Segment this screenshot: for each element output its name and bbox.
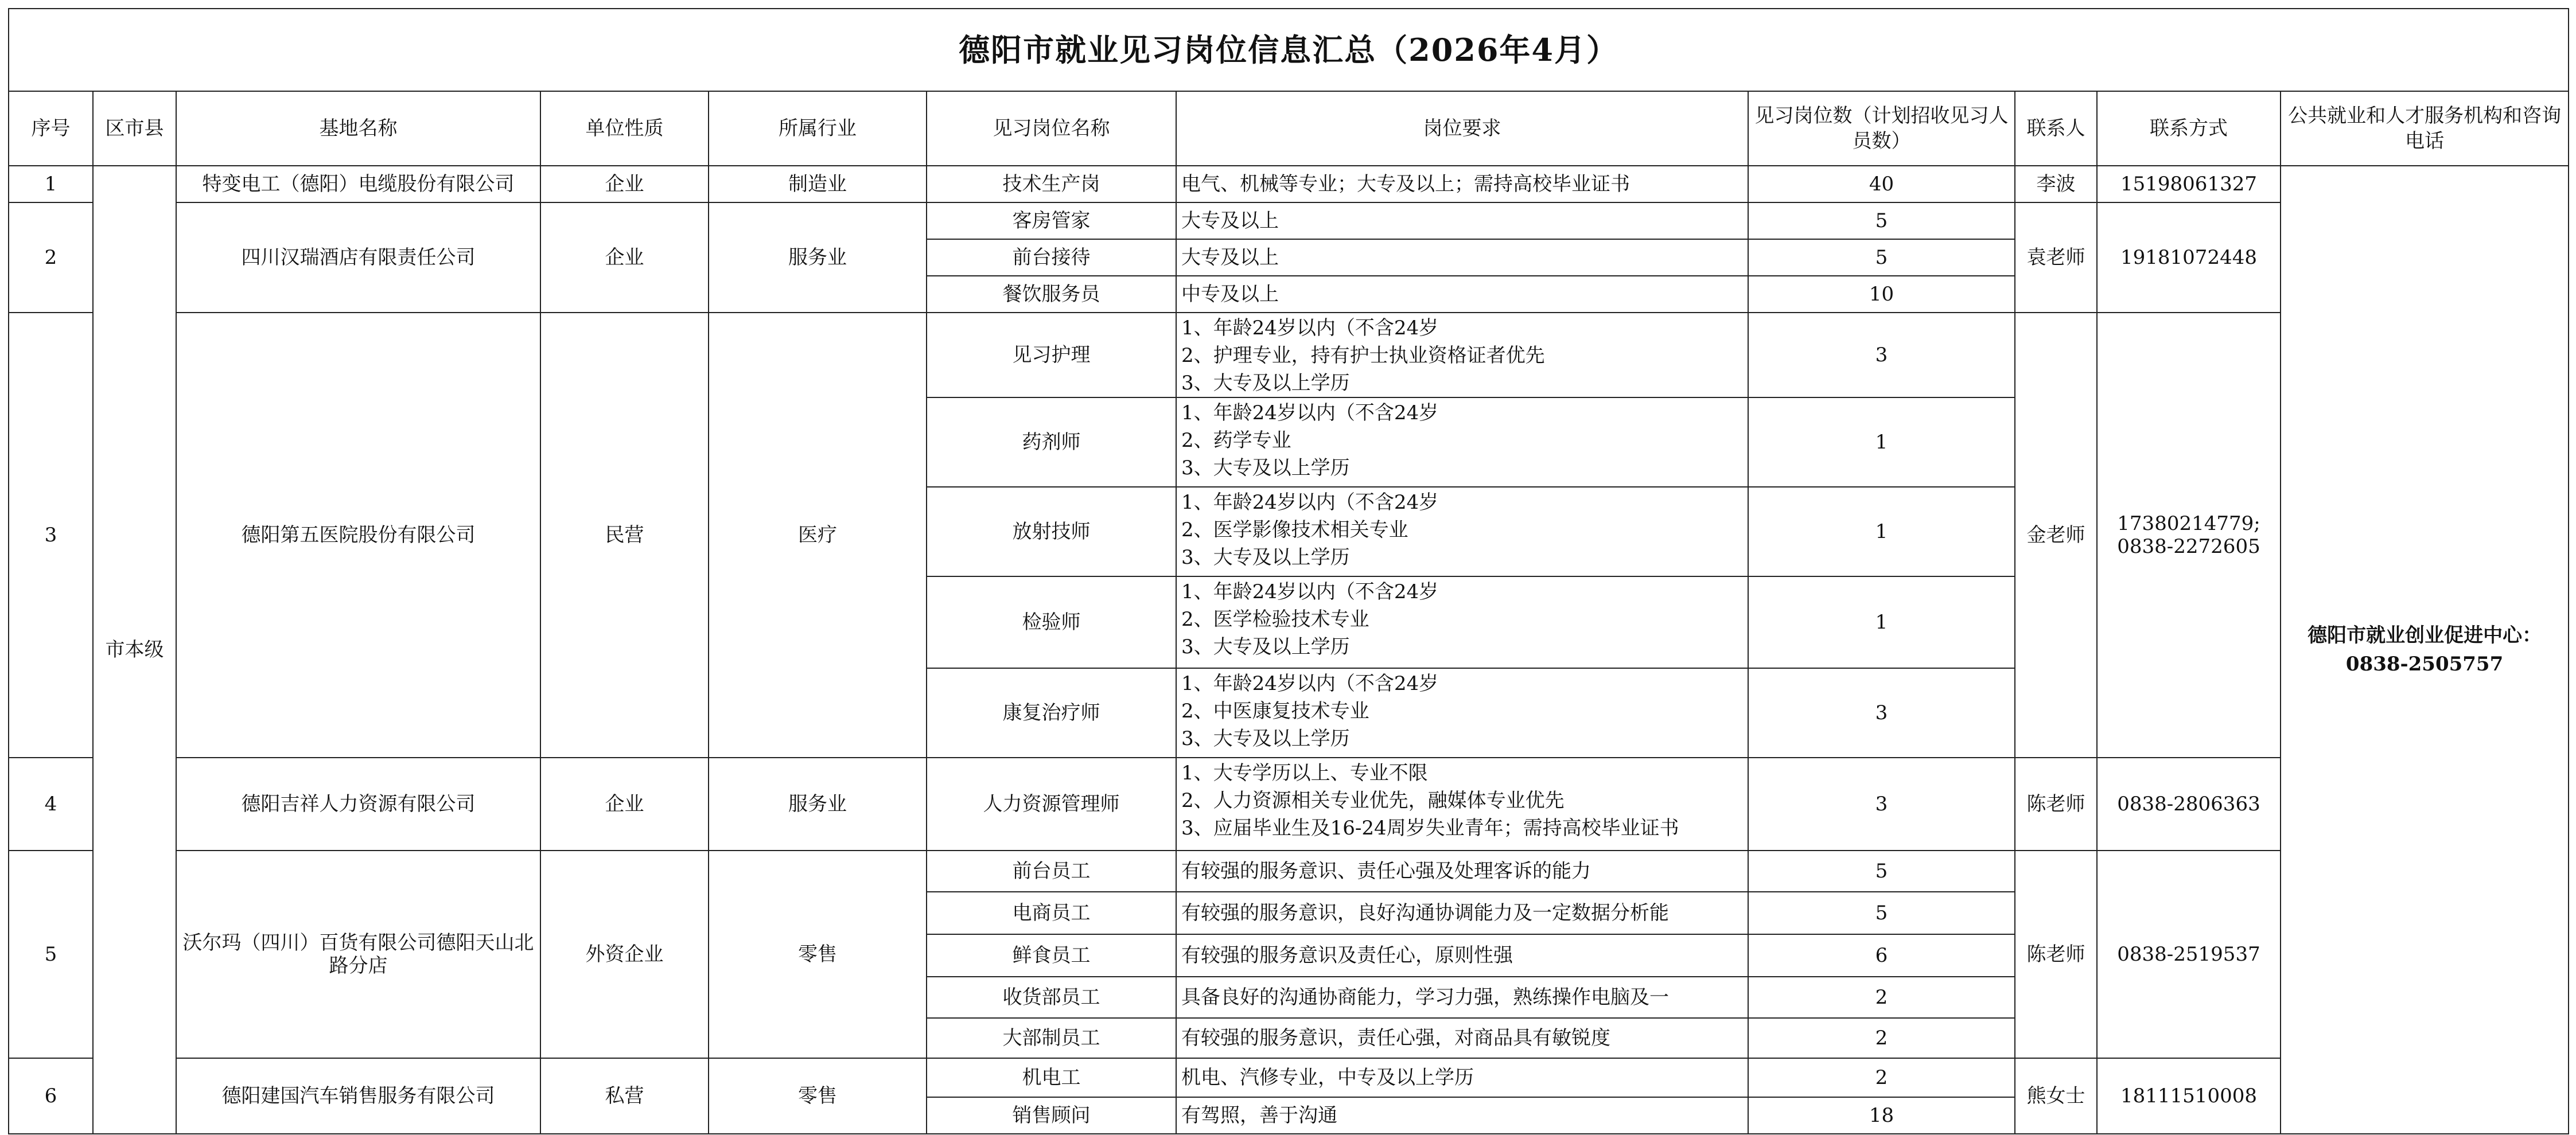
position-count: 2 (1748, 977, 2015, 1018)
position-title: 大部制员工 (927, 1018, 1176, 1058)
district-cell: 市本级 (93, 166, 176, 1134)
base-name: 四川汉瑞酒店有限责任公司 (176, 202, 540, 313)
industry: 零售 (709, 1058, 927, 1134)
position-requirements: 1、大专学历以上、专业不限 2、人力资源相关专业优先，融媒体专业优先 3、应届毕业生及16-24周岁失业青年；需持高校毕业证书 (1176, 758, 1748, 851)
position-title: 电商员工 (927, 892, 1176, 934)
header-district: 区市县 (93, 91, 176, 166)
header-industry: 所属行业 (709, 91, 927, 166)
industry: 医疗 (709, 313, 927, 758)
row-index: 4 (9, 758, 93, 851)
contact-person: 熊女士 (2015, 1058, 2097, 1134)
header-index: 序号 (9, 91, 93, 166)
position-count: 5 (1748, 851, 2015, 892)
position-requirements: 1、年龄24岁以内（不含24岁 2、中医康复技术专业 3、大专及以上学历 (1176, 668, 1748, 758)
position-title: 鲜食员工 (927, 934, 1176, 977)
contact-person: 金老师 (2015, 313, 2097, 758)
row-index: 1 (9, 166, 93, 202)
position-title: 餐饮服务员 (927, 276, 1176, 313)
position-title: 人力资源管理师 (927, 758, 1176, 851)
row-index: 2 (9, 202, 93, 313)
contact-person: 陈老师 (2015, 758, 2097, 851)
position-title: 前台接待 (927, 239, 1176, 276)
position-requirements: 电气、机械等专业；大专及以上；需持高校毕业证书 (1176, 166, 1748, 202)
position-title: 检验师 (927, 576, 1176, 668)
position-title: 收货部员工 (927, 977, 1176, 1018)
position-title: 前台员工 (927, 851, 1176, 892)
position-requirements: 1、年龄24岁以内（不含24岁 2、医学检验技术专业 3、大专及以上学历 (1176, 576, 1748, 668)
contact-phone: 19181072448 (2097, 202, 2281, 313)
base-name: 德阳建国汽车销售服务有限公司 (176, 1058, 540, 1134)
position-count: 1 (1748, 576, 2015, 668)
contact-person: 陈老师 (2015, 851, 2097, 1058)
position-count: 6 (1748, 934, 2015, 977)
header-nature: 单位性质 (540, 91, 709, 166)
unit-nature: 民营 (540, 313, 709, 758)
position-requirements: 有较强的服务意识、责任心强及处理客诉的能力 (1176, 851, 1748, 892)
header-phone: 联系方式 (2097, 91, 2281, 166)
contact-phone: 17380214779; 0838-2272605 (2097, 313, 2281, 758)
position-count: 3 (1748, 313, 2015, 397)
header-row (9, 91, 2569, 166)
service-org-cell (2281, 166, 2569, 1134)
position-count: 18 (1748, 1097, 2015, 1134)
row-index: 6 (9, 1058, 93, 1134)
position-count: 10 (1748, 276, 2015, 313)
contact-person: 李波 (2015, 166, 2097, 202)
position-count: 5 (1748, 239, 2015, 276)
position-title: 放射技师 (927, 487, 1176, 576)
position-count: 3 (1748, 668, 2015, 758)
page-title: 德阳市就业见习岗位信息汇总（2026年4月） (9, 9, 2569, 91)
position-title: 技术生产岗 (927, 166, 1176, 202)
contact-person: 袁老师 (2015, 202, 2097, 313)
position-count: 2 (1748, 1018, 2015, 1058)
base-name: 德阳第五医院股份有限公司 (176, 313, 540, 758)
table-row (9, 851, 2569, 892)
base-name: 沃尔玛（四川）百货有限公司德阳天山北路分店 (176, 851, 540, 1058)
row-index: 3 (9, 313, 93, 758)
service-org-phone: 0838-2505757 (2345, 653, 2504, 676)
position-requirements: 机电、汽修专业，中专及以上学历 (1176, 1058, 1748, 1097)
contact-phone: 15198061327 (2097, 166, 2281, 202)
position-count: 2 (1748, 1058, 2015, 1097)
contact-phone: 18111510008 (2097, 1058, 2281, 1134)
base-name: 德阳吉祥人力资源有限公司 (176, 758, 540, 851)
header-count: 见习岗位数（计划招收见习人员数） (1748, 91, 2015, 166)
unit-nature: 企业 (540, 166, 709, 202)
header-service-org: 公共就业和人才服务机构和咨询电话 (2281, 91, 2569, 166)
spreadsheet-view (8, 8, 2568, 1134)
industry: 服务业 (709, 758, 927, 851)
header-contact: 联系人 (2015, 91, 2097, 166)
contact-phone: 0838-2519537 (2097, 851, 2281, 1058)
position-count: 1 (1748, 487, 2015, 576)
contact-phone: 0838-2806363 (2097, 758, 2281, 851)
unit-nature: 企业 (540, 202, 709, 313)
position-count: 1 (1748, 397, 2015, 487)
position-count: 40 (1748, 166, 2015, 202)
header-base-name: 基地名称 (176, 91, 540, 166)
industry: 零售 (709, 851, 927, 1058)
industry: 制造业 (709, 166, 927, 202)
position-requirements: 1、年龄24岁以内（不含24岁 2、护理专业，持有护士执业资格证者优先 3、大专及以上学历 (1176, 313, 1748, 397)
industry: 服务业 (709, 202, 927, 313)
position-title: 客房管家 (927, 202, 1176, 239)
table-row (9, 202, 2569, 239)
table-row (9, 313, 2569, 397)
position-count: 5 (1748, 202, 2015, 239)
table-row (9, 166, 2569, 202)
position-requirements: 有较强的服务意识及责任心，原则性强 (1176, 934, 1748, 977)
row-index: 5 (9, 851, 93, 1058)
service-org-name: 德阳市就业创业促进中心： (2307, 624, 2542, 647)
position-title: 销售顾问 (927, 1097, 1176, 1134)
position-requirements: 1、年龄24岁以内（不含24岁 2、药学专业 3、大专及以上学历 (1176, 397, 1748, 487)
position-requirements: 1、年龄24岁以内（不含24岁 2、医学影像技术相关专业 3、大专及以上学历 (1176, 487, 1748, 576)
position-requirements: 有较强的服务意识，责任心强，对商品具有敏锐度 (1176, 1018, 1748, 1058)
position-requirements: 大专及以上 (1176, 239, 1748, 276)
header-position: 见习岗位名称 (927, 91, 1176, 166)
position-requirements: 大专及以上 (1176, 202, 1748, 239)
position-title: 机电工 (927, 1058, 1176, 1097)
job-table (8, 8, 2569, 1134)
position-requirements: 有驾照，善于沟通 (1176, 1097, 1748, 1134)
position-title: 康复治疗师 (927, 668, 1176, 758)
base-name: 特变电工（德阳）电缆股份有限公司 (176, 166, 540, 202)
position-count: 3 (1748, 758, 2015, 851)
table-row (9, 758, 2569, 851)
position-requirements: 具备良好的沟通协商能力，学习力强，熟练操作电脑及一 (1176, 977, 1748, 1018)
position-title: 药剂师 (927, 397, 1176, 487)
unit-nature: 私营 (540, 1058, 709, 1134)
position-title: 见习护理 (927, 313, 1176, 397)
position-requirements: 有较强的服务意识，良好沟通协调能力及一定数据分析能 (1176, 892, 1748, 934)
table-row (9, 1058, 2569, 1097)
position-requirements: 中专及以上 (1176, 276, 1748, 313)
position-count: 5 (1748, 892, 2015, 934)
unit-nature: 企业 (540, 758, 709, 851)
unit-nature: 外资企业 (540, 851, 709, 1058)
header-requirements: 岗位要求 (1176, 91, 1748, 166)
